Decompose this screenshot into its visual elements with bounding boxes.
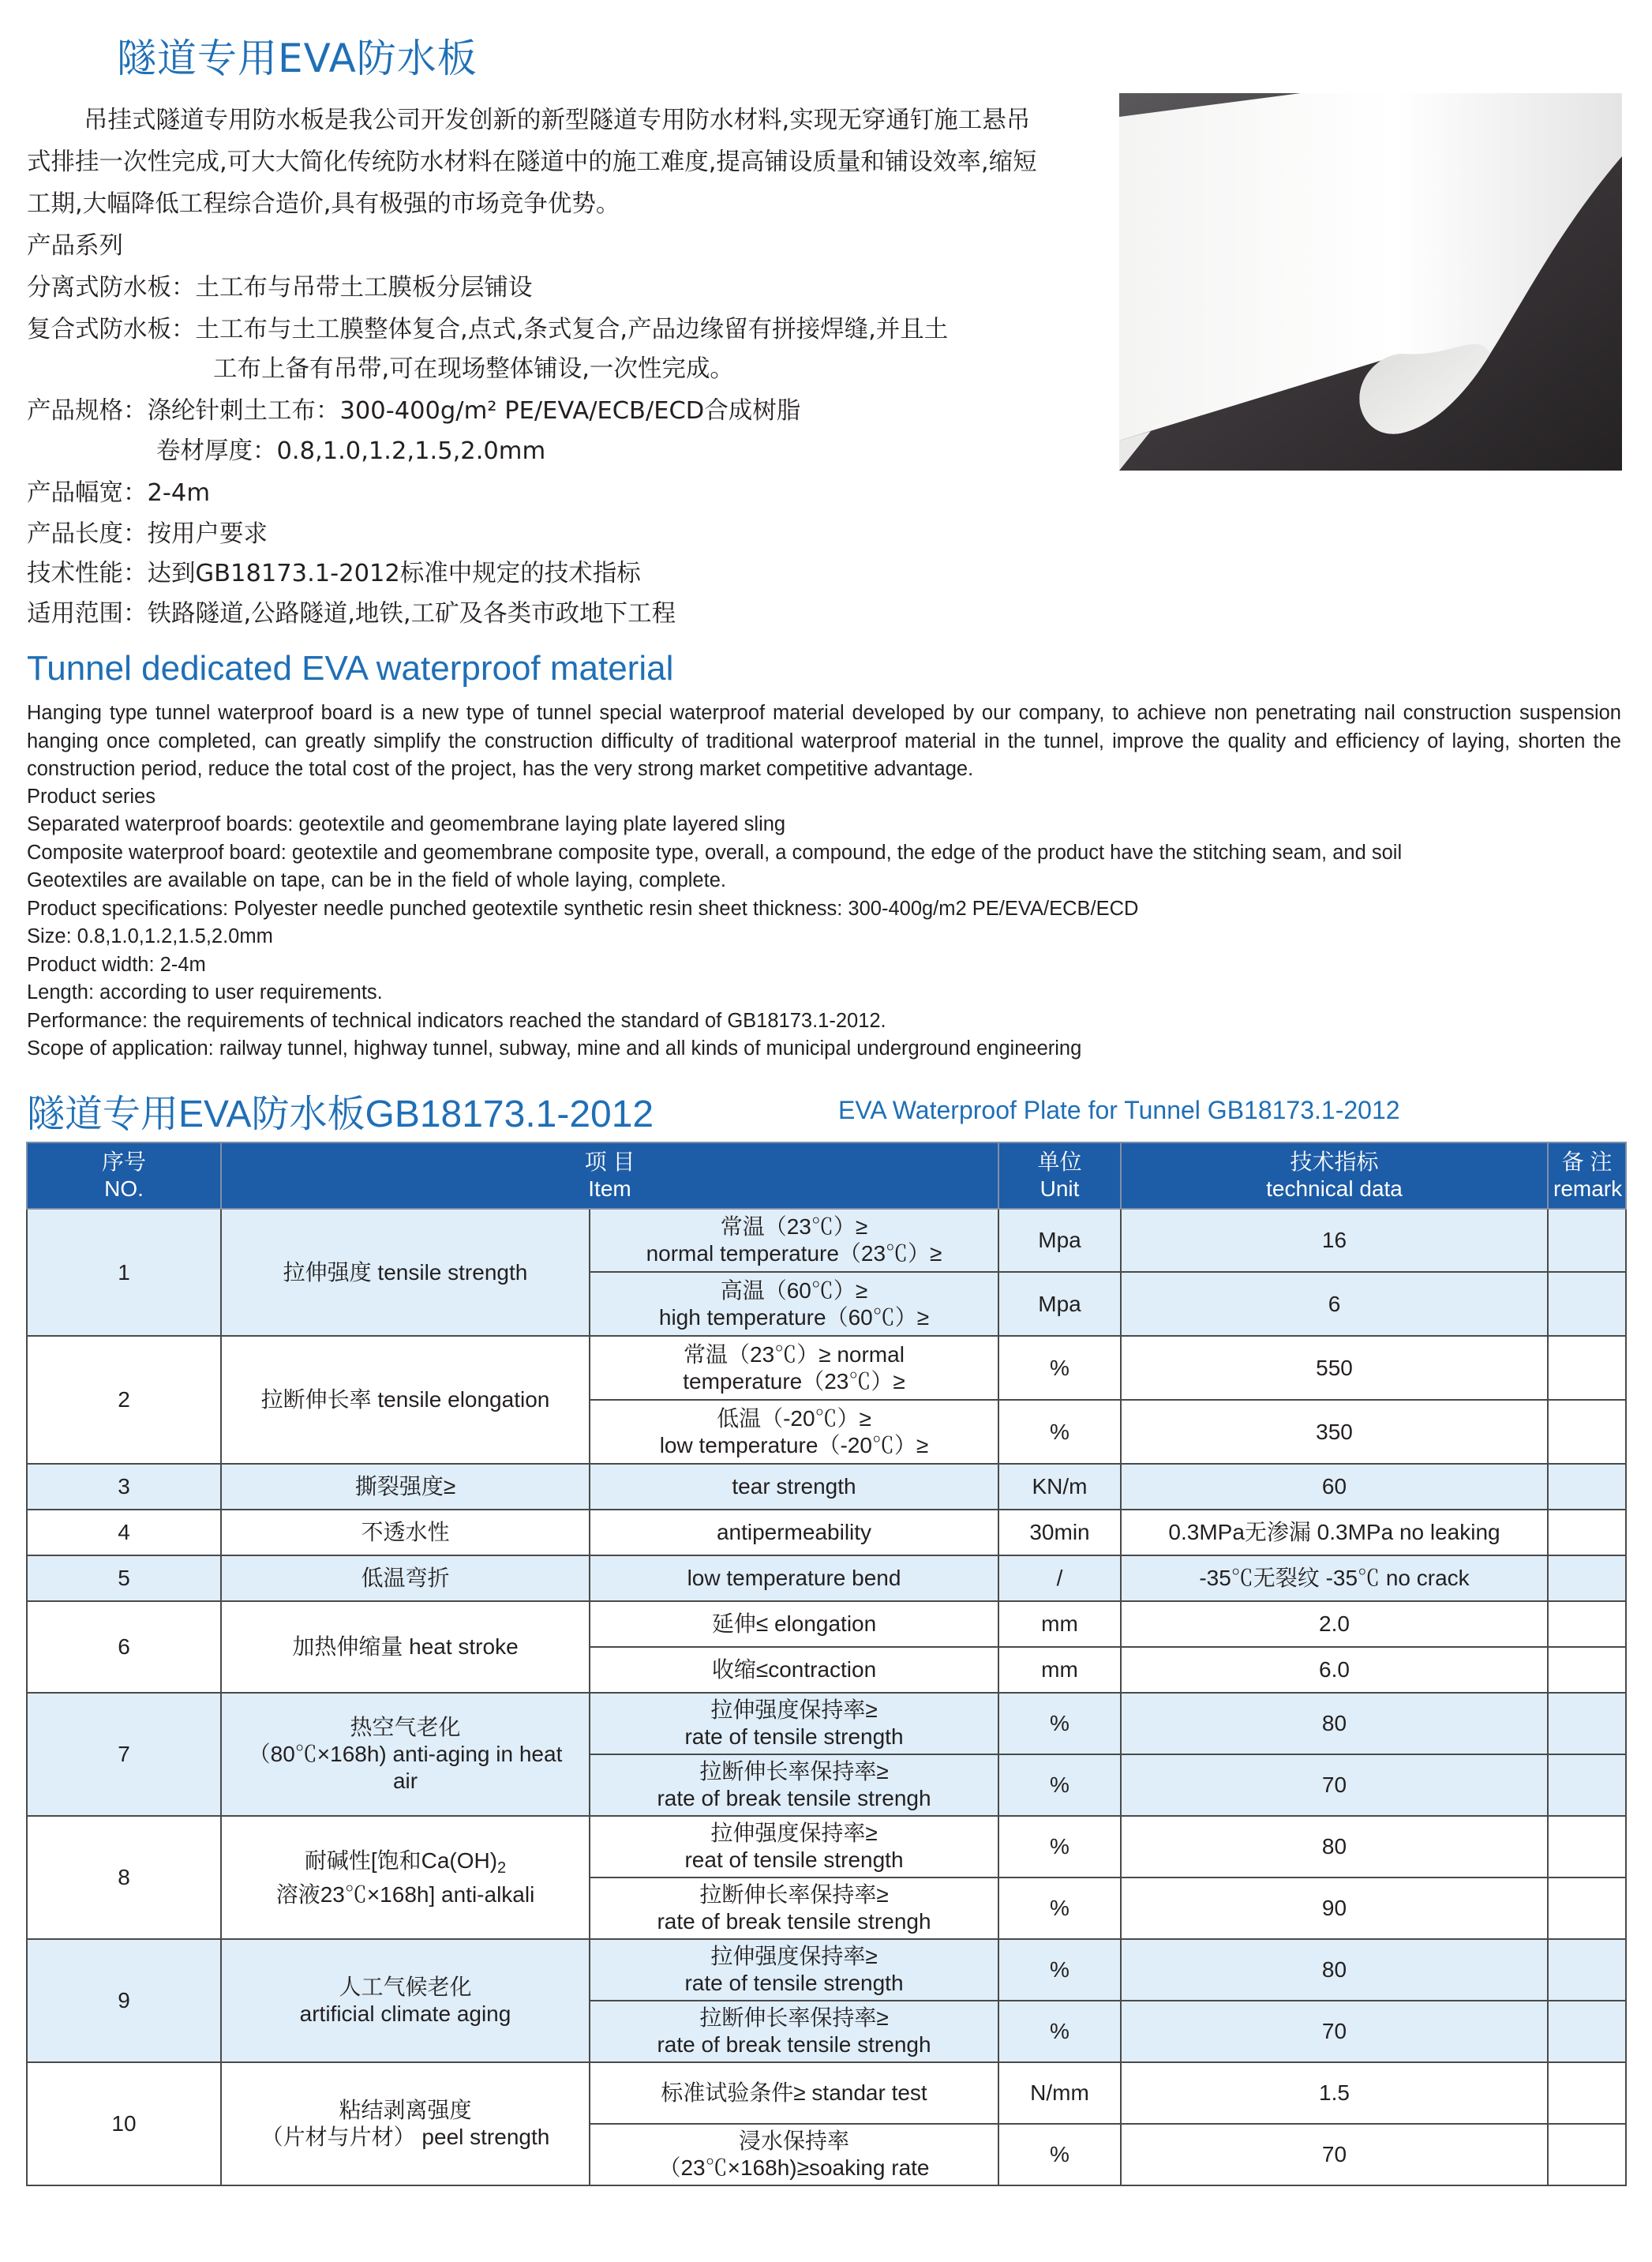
row-unit: N/mm — [998, 2062, 1121, 2124]
table-title-en: EVA Waterproof Plate for Tunnel GB18173.1-2012 — [838, 1096, 1400, 1124]
condition-en: normal temperature（23℃）≥ — [646, 1241, 942, 1266]
row-condition — [590, 1939, 998, 2001]
row-condition — [590, 2001, 998, 2062]
row-condition — [590, 1400, 998, 1464]
row-remark — [1548, 1601, 1626, 1647]
row-item-en: low temperature bend — [590, 1555, 998, 1601]
item-line: 热空气老化 — [350, 1715, 461, 1739]
row-condition — [590, 1272, 998, 1336]
condition-en: low temperature（-20℃）≥ — [659, 1432, 929, 1457]
spec-product-spec-value-1: 涤纶针刺土工布：300-400g/m² PE/EVA/ECB/ECD合成树脂 — [147, 397, 801, 425]
condition-cn: 常温（23℃）≥ — [720, 1214, 868, 1239]
intro-paragraph-en: Hanging type tunnel waterproof board is a new type of tunnel special waterproof material developed by our company, to achieve non penetrating nail construction suspension hanging once completed, can greatly simplify the construction difficulty of traditional waterproof material in the tunnel, improve the quality and efficiency of laying, shorten the construction period, reduce the total cost of the project, has the very strong market competitive advantage. — [27, 702, 1621, 780]
en-line-geotextiles: Geotextiles are available on tape, can be in the field of whole laying, complete. — [27, 869, 726, 891]
row-value: 6 — [1121, 1272, 1548, 1336]
row-value: 2.0 — [1121, 1601, 1548, 1647]
row-unit: mm — [998, 1601, 1121, 1647]
row-item-cn: 撕裂强度≥ — [221, 1464, 590, 1510]
row-unit: Mpa — [998, 1209, 1121, 1272]
row-value: 70 — [1121, 1754, 1548, 1816]
row-remark — [1548, 1877, 1626, 1939]
row-value: 1.5 — [1121, 2062, 1548, 2124]
en-line-performance: Performance: the requirements of technical indicators reached the standard of GB18173.1-2012. — [27, 1010, 886, 1032]
row-item: 拉断伸长率 tensile elongation — [221, 1336, 590, 1464]
condition-en: rate of break tensile strengh — [657, 1786, 931, 1810]
spec-product-spec-value-2: 卷材厚度：0.8,1.0,1.2,1.5,2.0mm — [156, 437, 546, 465]
row-item-en: tear strength — [590, 1464, 998, 1510]
row-value: 550 — [1121, 1336, 1548, 1400]
header-unit-cn: 单位 — [1037, 1150, 1082, 1174]
spec-performance-value: 达到GB18173.1-2012标准中规定的技术指标 — [147, 560, 641, 587]
item-line: artificial climate aging — [299, 2001, 511, 2026]
condition-en: temperature（23℃）≥ — [683, 1368, 905, 1394]
en-line-size: Size: 0.8,1.0,1.2,1.5,2.0mm — [27, 925, 273, 947]
spec-table — [26, 1142, 1627, 2186]
spec-scope-value: 铁路隧道,公路隧道,地铁,工矿及各类市政地下工程 — [147, 600, 676, 628]
condition-en: high temperature（60℃）≥ — [658, 1304, 930, 1330]
header-item — [221, 1142, 998, 1209]
en-line-series: Product series — [27, 786, 155, 808]
condition-en: rate of break tensile strengh — [657, 2032, 931, 2057]
row-value: 90 — [1121, 1877, 1548, 1939]
row-no: 8 — [27, 1816, 221, 1939]
spec-separated-value: 土工布与吊带土工膜板分层铺设 — [195, 274, 533, 302]
en-line-length: Length: according to user requirements. — [27, 981, 383, 1003]
spec-separated-key: 分离式防水板： — [27, 274, 196, 302]
row-condition — [590, 1693, 998, 1754]
row-value: 70 — [1121, 2001, 1548, 2062]
condition-cn: 拉断伸长率保持率≥ — [699, 1759, 889, 1784]
row-condition — [590, 2124, 998, 2185]
header-tech — [1121, 1142, 1548, 1209]
condition-cn: 常温（23℃）≥ normal — [684, 1341, 905, 1367]
condition-en: （23℃×168h)≥soaking rate — [658, 2155, 930, 2180]
header-no-cn: 序号 — [101, 1150, 146, 1174]
row-condition — [590, 1877, 998, 1939]
row-condition — [590, 1816, 998, 1877]
row-item — [221, 1816, 590, 1939]
row-remark — [1548, 2001, 1626, 2062]
row-condition — [590, 1336, 998, 1400]
spec-scope-key: 适用范围： — [27, 600, 148, 628]
item-line: 人工气候老化 — [339, 1975, 472, 1999]
row-remark — [1548, 2124, 1626, 2185]
row-item: 加热伸缩量 heat stroke — [221, 1601, 590, 1693]
spec-width-key: 产品幅宽： — [27, 479, 148, 507]
table-row — [27, 1510, 1626, 1555]
condition-cn: 拉伸强度保持率≥ — [710, 1697, 878, 1722]
row-condition: 延伸≤ elongation — [590, 1601, 998, 1647]
row-unit: % — [998, 1400, 1121, 1464]
row-remark — [1548, 1336, 1626, 1400]
row-no: 4 — [27, 1510, 221, 1555]
row-remark — [1548, 1754, 1626, 1816]
row-no: 5 — [27, 1555, 221, 1601]
header-remark-cn: 备 注 — [1561, 1150, 1613, 1174]
item-line: 粘结剥离强度 — [339, 2098, 472, 2122]
row-unit: / — [998, 1555, 1121, 1601]
row-remark — [1548, 1939, 1626, 2001]
row-item — [221, 1939, 590, 2062]
row-no: 3 — [27, 1464, 221, 1510]
row-unit: % — [998, 2124, 1121, 2185]
en-line-separated: Separated waterproof boards: geotextile and geomembrane laying plate layered sling — [27, 813, 786, 835]
row-item-cn: 低温弯折 — [221, 1555, 590, 1601]
table-row — [27, 1693, 1626, 1754]
spec-length-value: 按用户要求 — [147, 520, 268, 548]
row-no: 9 — [27, 1939, 221, 2062]
row-remark — [1548, 2062, 1626, 2124]
header-unit-en: Unit — [1040, 1176, 1080, 1201]
item-subscript: 2 — [497, 1859, 507, 1877]
row-value: -35℃无裂纹 -35℃ no crack — [1121, 1555, 1548, 1601]
row-unit: % — [998, 1693, 1121, 1754]
row-remark — [1548, 1693, 1626, 1754]
row-condition — [590, 1754, 998, 1816]
row-value: 80 — [1121, 1693, 1548, 1754]
row-value: 60 — [1121, 1464, 1548, 1510]
condition-cn: 浸水保持率 — [738, 2129, 849, 2153]
row-unit: Mpa — [998, 1272, 1121, 1336]
header-no-en: NO. — [104, 1176, 144, 1201]
row-remark — [1548, 1555, 1626, 1601]
row-no: 6 — [27, 1601, 221, 1693]
item-line: （80℃×168h) anti-aging in heat — [248, 1742, 563, 1766]
row-value: 6.0 — [1121, 1647, 1548, 1693]
table-row — [27, 1209, 1626, 1272]
product-photo — [1119, 93, 1622, 471]
table-row — [27, 1464, 1626, 1510]
row-remark — [1548, 1209, 1626, 1272]
row-value: 80 — [1121, 1816, 1548, 1877]
spec-separated — [27, 267, 533, 309]
row-remark — [1548, 1464, 1626, 1510]
row-unit: mm — [998, 1647, 1121, 1693]
page-title-cn: 隧道专用EVA防水板 — [117, 36, 478, 81]
page-title-en: Tunnel dedicated EVA waterproof material — [27, 649, 674, 688]
row-no: 10 — [27, 2062, 221, 2185]
item-line: air — [392, 1769, 418, 1793]
table-header-row — [27, 1142, 1626, 1209]
condition-cn: 低温（-20℃）≥ — [717, 1405, 871, 1431]
row-no: 2 — [27, 1336, 221, 1464]
header-no — [27, 1142, 221, 1209]
spec-width-value: 2-4m — [147, 479, 211, 507]
spec-composite-value-1: 土工布与土工膜整体复合,点式,条式复合,产品边缘留有拼接焊缝,并且土 — [195, 316, 949, 343]
row-unit: % — [998, 1336, 1121, 1400]
header-unit — [998, 1142, 1121, 1209]
table-row — [27, 1939, 1626, 2001]
row-item — [221, 2062, 590, 2185]
spec-composite-value-2: 工布上备有吊带,可在现场整体铺设,一次性完成。 — [213, 355, 734, 383]
row-unit: 30min — [998, 1510, 1121, 1555]
row-remark — [1548, 1272, 1626, 1336]
table-title-cn: 隧道专用EVA防水板GB18173.1-2012 — [27, 1093, 654, 1135]
spec-performance — [27, 553, 641, 595]
condition-cn: 拉伸强度保持率≥ — [710, 1944, 878, 1968]
row-remark — [1548, 1400, 1626, 1464]
row-unit: KN/m — [998, 1464, 1121, 1510]
row-no: 7 — [27, 1693, 221, 1816]
header-item-en: Item — [588, 1176, 631, 1201]
row-unit: % — [998, 1754, 1121, 1816]
header-tech-cn: 技术指标 — [1290, 1150, 1379, 1174]
spec-scope — [27, 593, 676, 635]
row-unit: % — [998, 1877, 1121, 1939]
table-row — [27, 1555, 1626, 1601]
row-remark — [1548, 1510, 1626, 1555]
condition-en: rate of break tensile strengh — [657, 1909, 931, 1934]
en-line-specifications: Product specifications: Polyester needle punched geotextile synthetic resin sheet thickness: 300-400g/m2 PE/EVA/ECB/ECD — [27, 898, 1139, 920]
row-item-cn: 不透水性 — [221, 1510, 590, 1555]
header-remark-en: remark — [1553, 1176, 1623, 1201]
header-remark — [1548, 1142, 1626, 1209]
row-condition: 收缩≤contraction — [590, 1647, 998, 1693]
row-unit: % — [998, 1939, 1121, 2001]
table-row — [27, 1816, 1626, 1877]
row-remark — [1548, 1816, 1626, 1877]
item-line-text: 耐碱性[饱和Ca(OH) — [304, 1847, 498, 1873]
spec-length-key: 产品长度： — [27, 520, 148, 548]
row-unit: % — [998, 2001, 1121, 2062]
condition-en: rate of tensile strength — [684, 1971, 904, 1995]
condition-en: rate of tensile strength — [684, 1724, 904, 1749]
condition-cn: 拉断伸长率保持率≥ — [699, 1882, 889, 1907]
row-item: 拉伸强度 tensile strength — [221, 1209, 590, 1336]
header-tech-en: technical data — [1266, 1176, 1403, 1201]
row-value: 70 — [1121, 2124, 1548, 2185]
row-value: 350 — [1121, 1400, 1548, 1464]
row-item — [221, 1693, 590, 1816]
en-line-scope: Scope of application: railway tunnel, highway tunnel, subway, mine and all kinds of municipal underground engineering — [27, 1037, 1082, 1060]
condition-cn: 拉断伸长率保持率≥ — [699, 2005, 889, 2030]
condition-cn: 拉伸强度保持率≥ — [710, 1821, 878, 1845]
row-condition — [590, 1209, 998, 1272]
item-line — [227, 1847, 584, 1881]
row-item-en: antipermeability — [590, 1510, 998, 1555]
en-line-composite: Composite waterproof board: geotextile and geomembrane composite type, overall, a compound, the edge of the product have the stitching seam, and soil — [27, 842, 1403, 864]
spec-length — [27, 513, 268, 555]
header-item-cn: 项 目 — [584, 1150, 635, 1174]
spec-composite-key: 复合式防水板： — [27, 316, 196, 343]
table-row — [27, 1336, 1626, 1400]
row-no: 1 — [27, 1209, 221, 1336]
condition-en: reat of tensile strength — [684, 1847, 904, 1872]
table-row — [27, 1601, 1626, 1647]
intro-paragraph-cn: 吊挂式隧道专用防水板是我公司开发创新的新型隧道专用防水材料,实现无穿通钉施工悬吊式排挂一次性完成,可大大简化传统防水材料在隧道中的施工难度,提高铺设质量和铺设效率,缩短工期,大幅降低工程综合造价,具有极强的市场竞争优势。 — [27, 107, 1037, 218]
row-condition: 标准试验条件≥ standar test — [590, 2062, 998, 2124]
table-row — [27, 2062, 1626, 2124]
row-remark — [1548, 1647, 1626, 1693]
spec-composite — [27, 309, 948, 351]
row-value: 16 — [1121, 1209, 1548, 1272]
spec-product-spec — [27, 390, 800, 432]
spec-width — [27, 472, 210, 514]
item-line: 溶液23℃×168h] anti-alkali — [275, 1881, 535, 1907]
row-value: 80 — [1121, 1939, 1548, 2001]
item-line: （片材与片材） peel strength — [260, 2125, 550, 2149]
product-series-label: 产品系列 — [27, 232, 123, 260]
row-unit: % — [998, 1816, 1121, 1877]
en-line-width: Product width: 2-4m — [27, 954, 206, 976]
spec-product-spec-key: 产品规格： — [27, 397, 148, 425]
spec-performance-key: 技术性能： — [27, 560, 148, 587]
row-value: 0.3MPa无渗漏 0.3MPa no leaking — [1121, 1510, 1548, 1555]
condition-cn: 高温（60℃）≥ — [720, 1277, 868, 1303]
